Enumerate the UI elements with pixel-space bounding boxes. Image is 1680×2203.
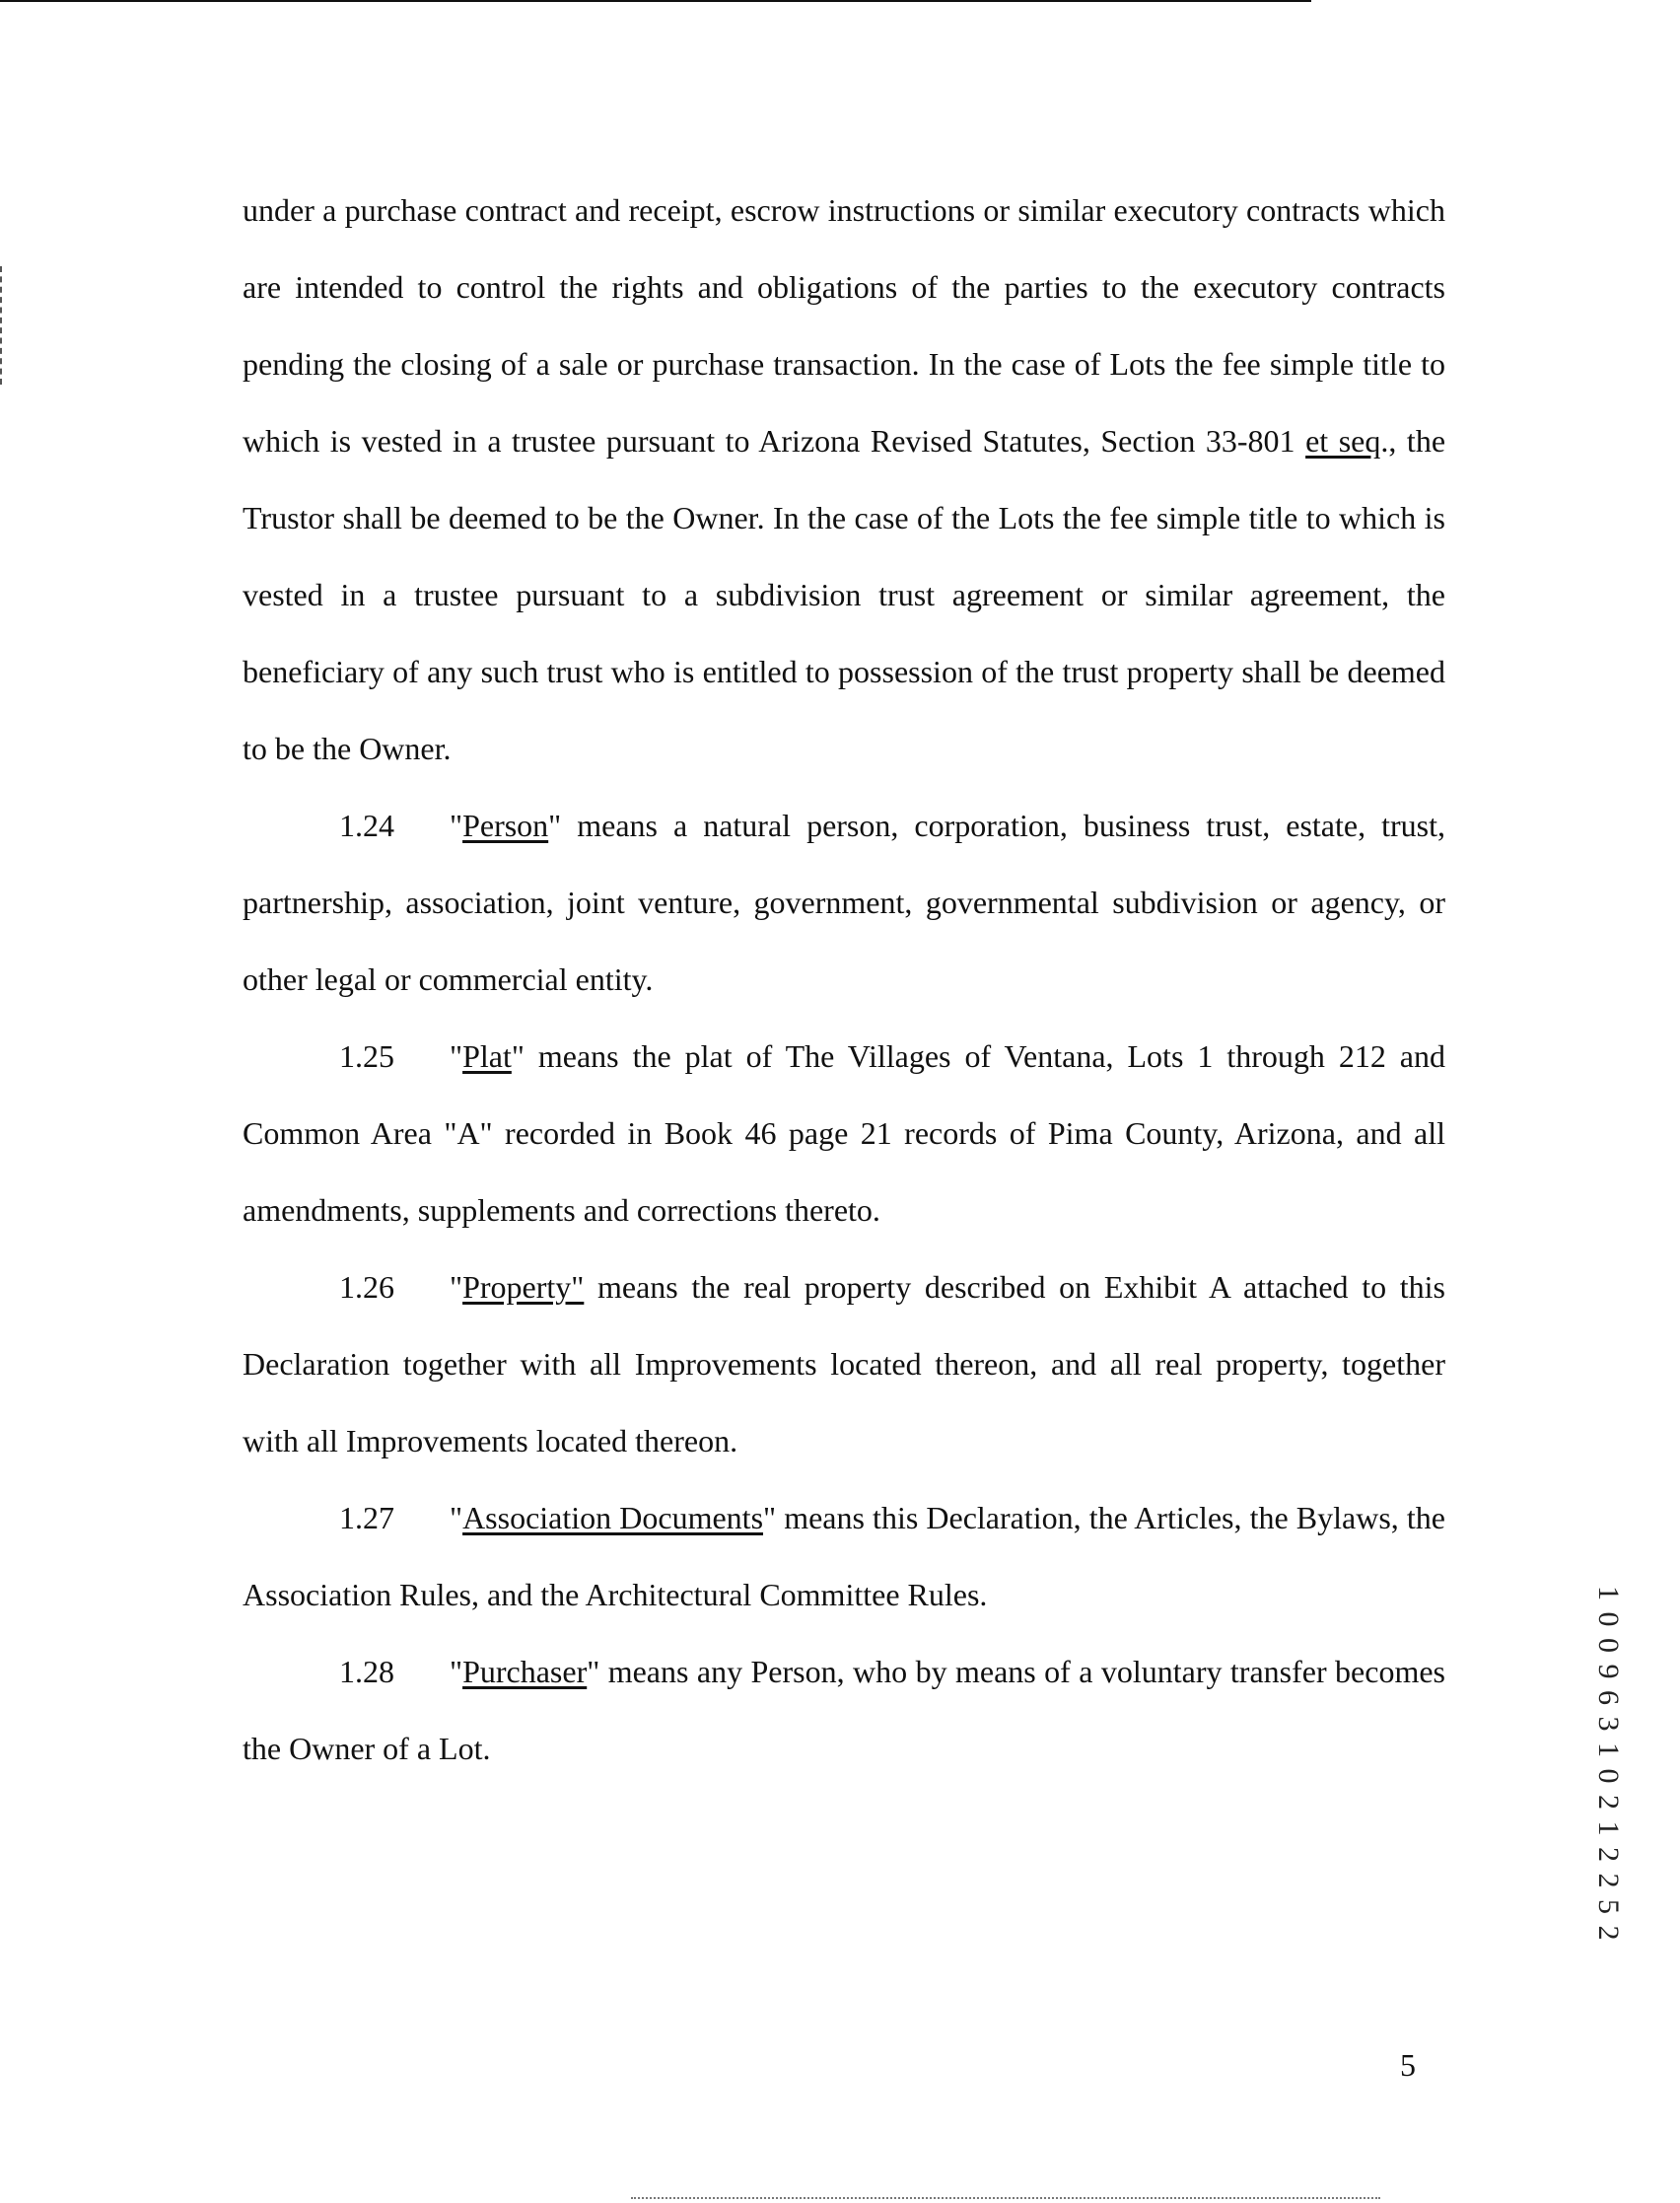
defined-term: Purchaser <box>462 1654 588 1689</box>
scan-left-edge-marks <box>0 266 4 385</box>
document-body <box>243 172 1445 1787</box>
defined-term: Plat <box>462 1038 512 1074</box>
open-quote: " <box>450 808 463 843</box>
open-quote: " <box>450 1654 463 1689</box>
underlined-et-seq: et seq <box>1305 423 1381 459</box>
definition-1-28: 1.28 "Purchaser" means any Person, who by means of a voluntary transfer becomes the Owner of a Lot. <box>243 1654 1445 1766</box>
continuation-text-after: ., the Trustor shall be deemed to be the Owner. In the case of the Lots the fee simple title to which is vested in a trustee pursuant to a subdivision trust agreement or similar agreement, the beneficiary of any such trust who is entitled to possession of the trust property shall be deemed to be the Owner. <box>243 423 1446 766</box>
open-quote: " <box>450 1269 463 1305</box>
definition-1-25: 1.25 "Plat" means the plat of The Villages of Ventana, Lots 1 through 212 and Common Area "A" recorded in Book 46 page 21 records of Pima County, Arizona, and all amendments, supplements and corrections thereto. <box>243 1038 1445 1228</box>
definition-text: " means the plat of The Villages of Ventana, Lots 1 through 212 and Common Area "A" recorded in Book 46 page 21 records of Pima County, Arizona, and all amendments, supplements and corrections thereto. <box>243 1038 1445 1228</box>
definition-text: " means a natural person, corporation, business trust, estate, trust, partnership, association, joint venture, government, governmental subdivision or agency, or other legal or commercial entity. <box>243 808 1445 997</box>
open-quote: " <box>450 1038 463 1074</box>
defined-term: Person <box>462 808 549 843</box>
defined-term: Property" <box>462 1269 585 1305</box>
definition-text: " means this Declaration, the Articles, the Bylaws, the Association Rules, and the Architectural Committee Rules. <box>243 1500 1445 1612</box>
definition-text: " means any Person, who by means of a voluntary transfer becomes the Owner of a Lot. <box>243 1654 1445 1766</box>
scan-top-edge <box>0 0 1311 2</box>
scan-bottom-edge <box>631 2197 1380 2199</box>
continuation-paragraph <box>243 172 1445 787</box>
definition-1-27: 1.27 "Association Documents" means this Declaration, the Articles, the Bylaws, the Association Rules, and the Architectural Committee Rules. <box>243 1500 1445 1612</box>
defined-term: Association Documents <box>462 1500 764 1535</box>
open-quote: " <box>450 1500 463 1535</box>
definition-1-26: 1.26 "Property" means the real property described on Exhibit A attached to this Declaration together with all Improvements located thereon, and all real property, together with all Improvements located thereon. <box>243 1269 1445 1458</box>
definition-text: means the real property described on Exhibit A attached to this Declaration together with all Improvements located thereon, and all real property, together with all Improvements located thereon. <box>243 1269 1445 1458</box>
definition-1-24: 1.24 "Person" means a natural person, corporation, business trust, estate, trust, partnership, association, joint venture, government, governmental subdivision or agency, or other legal or commercial entity. <box>243 808 1445 997</box>
docket-number-stamp: 1 0 0 9 6 3 1 0 2 1 2 2 5 2 <box>1592 1586 1625 1943</box>
page-number: 5 <box>1400 2047 1416 2083</box>
continuation-text: under a purchase contract and receipt, escrow instructions or similar executory contracts which are intended to control the rights and obligations of the parties to the executory contracts pending the closing of a sale or purchase transaction. In the case of Lots the fee simple title to which is vested in a trustee pursuant to Arizona Revised Statutes, Section 33-801 <box>243 192 1445 459</box>
